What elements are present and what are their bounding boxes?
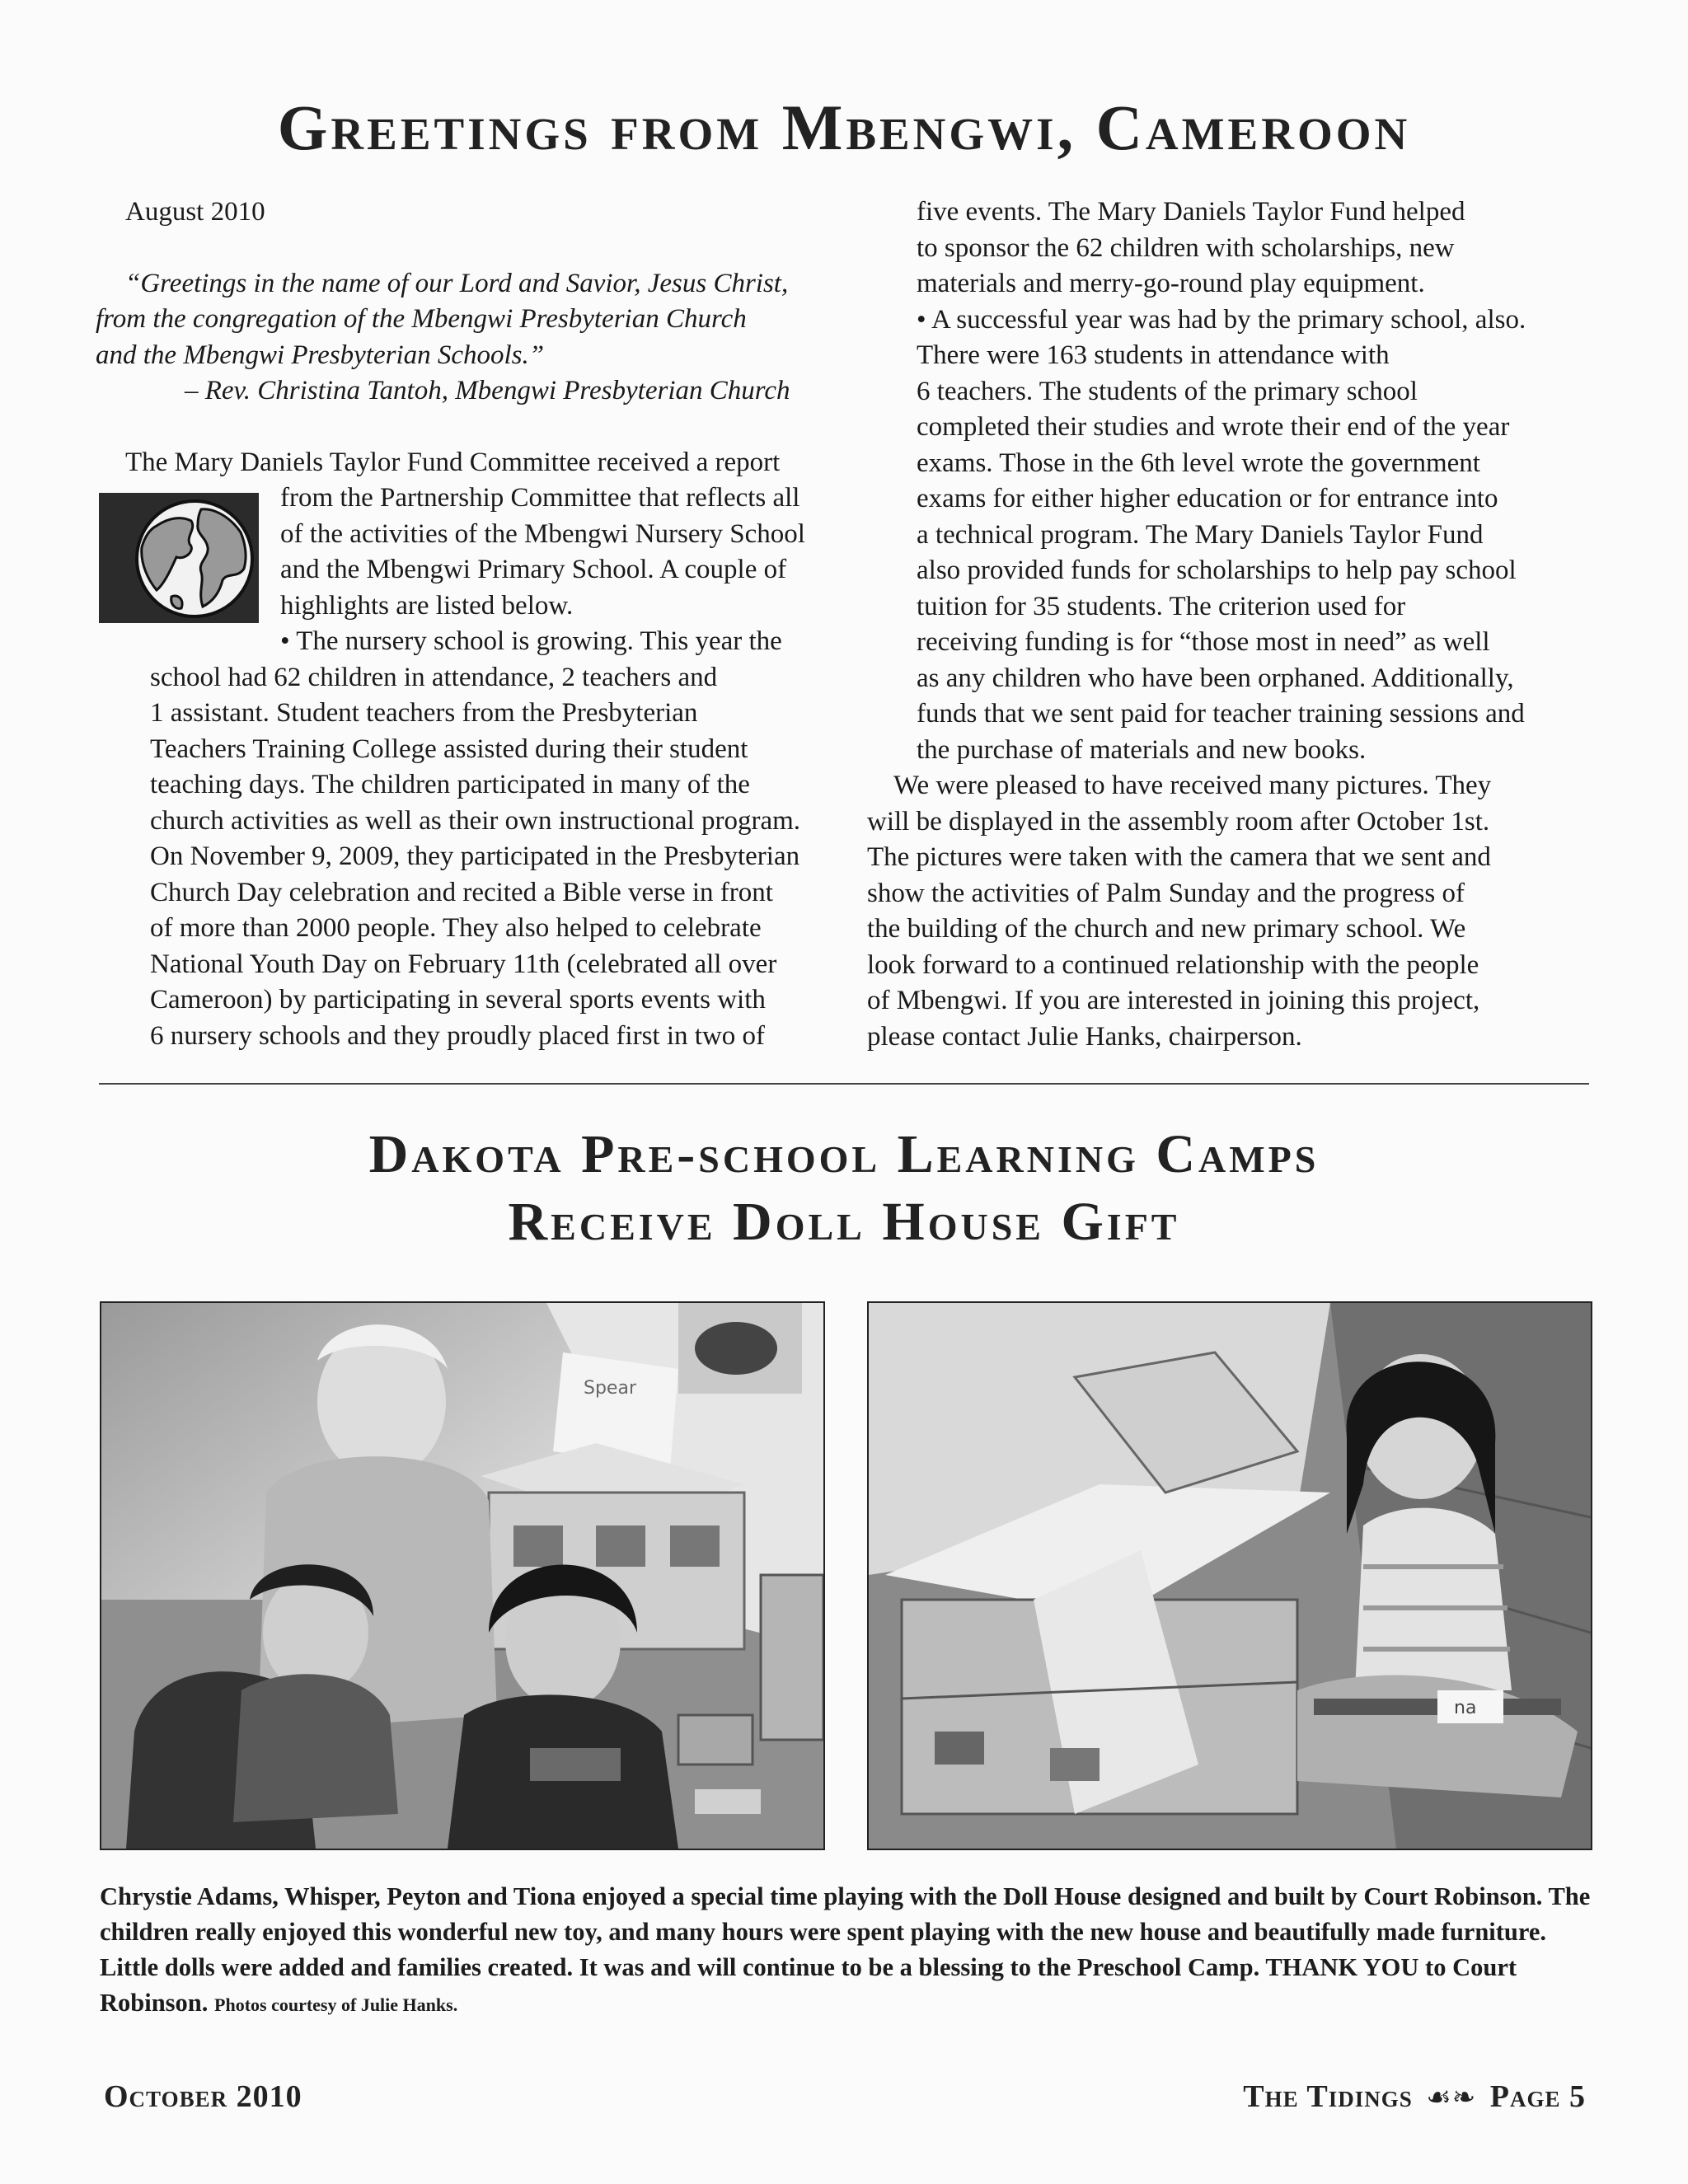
section-divider xyxy=(99,1083,1589,1085)
article-right-column xyxy=(867,194,1592,1055)
ornament-icon: ☙❧ xyxy=(1426,2083,1477,2113)
body-line: Teachers Training College assisted during their student xyxy=(150,733,748,764)
article-title: Greetings from Mbengwi, Cameroon xyxy=(277,91,1411,163)
body-line: the building of the church and new primary school. We xyxy=(867,914,1466,944)
bullet-body xyxy=(96,660,824,1055)
body-line: National Youth Day on February 11th (celebrated all over xyxy=(150,949,777,979)
body-line: 6 nursery schools and they proudly placed first in two of xyxy=(150,1020,766,1051)
body-line: Church Day celebration and recited a Bible verse in front xyxy=(150,877,773,907)
body-line: of more than 2000 people. They also helped to celebrate xyxy=(150,913,762,943)
body-line: 6 teachers. The students of the primary school xyxy=(917,376,1418,406)
body-line: • A successful year was had by the primary school, also. xyxy=(917,304,1526,335)
caption-text: Chrystie Adams, Whisper, Peyton and Tiona enjoyed a special time playing with the Doll House designed and built by Court Robinson. The children really enjoyed this wonderful new toy, and many hours were spent playing with the new house and beautifully made furniture. Little dolls were added and families created. It was and will continue to be a blessing to the Preschool Camp. THANK YOU to Court Robinson. xyxy=(100,1882,1591,2017)
body-line: please contact Julie Hanks, chairperson. xyxy=(867,1021,1302,1052)
right-body xyxy=(867,194,1592,768)
body-line: receiving funding is for “those most in need” as well xyxy=(917,627,1490,657)
name-tag: na xyxy=(1454,1698,1477,1718)
photo-caption xyxy=(100,1879,1592,2022)
body-line: to sponsor the 62 children with scholarships, new xyxy=(917,232,1455,263)
footer-date: October 2010 xyxy=(104,2079,302,2114)
footer-publication xyxy=(1243,2079,1586,2115)
body-line: We were pleased to have received many pictures. They xyxy=(893,771,1492,800)
body-line: from the Partnership Committee that reflects all xyxy=(280,483,800,513)
body-line: exams for either higher education or for entrance into xyxy=(917,484,1498,513)
quote-line: and the Mbengwi Presbyterian Schools.” xyxy=(96,340,545,370)
body-line: exams. Those in the 6th level wrote the government xyxy=(917,448,1480,478)
pastor-quote xyxy=(96,266,824,374)
body-line: of the activities of the Mbengwi Nursery School xyxy=(280,518,805,549)
body-line: look forward to a continued relationship with the people xyxy=(867,949,1479,980)
body-line: teaching days. The children participated in many of the xyxy=(150,770,750,799)
article-left-column xyxy=(96,194,824,1054)
sign-note: Spear xyxy=(584,1378,636,1399)
photo-credit: Photos courtesy of Julie Hanks. xyxy=(214,1994,458,2015)
body-line: On November 9, 2009, they participated in the Presbyterian xyxy=(150,841,800,871)
quote-attribution: – Rev. Christina Tantoh, Mbengwi Presbyterian Church xyxy=(185,376,790,405)
body-line: Cameroon) by participating in several sports events with xyxy=(150,985,766,1015)
bullet-line: • The nursery school is growing. This year the xyxy=(280,626,782,656)
body-line: will be displayed in the assembly room after October 1st. xyxy=(867,806,1490,837)
closing-paragraph xyxy=(867,768,1592,1055)
body-line: highlights are listed below. xyxy=(280,590,574,621)
publication-name: The Tidings xyxy=(1243,2079,1413,2114)
article2-title-line: Dakota Pre-school Learning Camps xyxy=(368,1124,1320,1184)
body-line: a technical program. The Mary Daniels Taylor Fund xyxy=(917,519,1484,550)
body-line: church activities as well as their own instructional program. xyxy=(150,805,801,836)
quote-line: from the congregation of the Mbengwi Presbyterian Church xyxy=(96,304,747,334)
photo-children-with-woman xyxy=(100,1301,825,1850)
body-line: the purchase of materials and new books. xyxy=(917,734,1367,765)
body-line: 1 assistant. Student teachers from the Presbyterian xyxy=(150,698,698,728)
body-line: show the activities of Palm Sunday and the progress of xyxy=(867,878,1465,908)
body-line: also provided funds for scholarships to help pay school xyxy=(917,555,1517,585)
body-line: and the Mbengwi Primary School. A couple of xyxy=(280,555,787,584)
body-line: The Mary Daniels Taylor Fund Committee received a report xyxy=(125,447,781,477)
body-line: The pictures were taken with the camera that we sent and xyxy=(867,842,1491,872)
body-line: tuition for 35 students. The criterion used for xyxy=(917,591,1406,621)
body-line: materials and merry-go-round play equipment. xyxy=(917,269,1425,298)
article2-title-line: Receive Doll House Gift xyxy=(508,1192,1180,1252)
body-line: of Mbengwi. If you are interested in joining this project, xyxy=(867,986,1480,1015)
body-line: school had 62 children in attendance, 2 teachers and xyxy=(150,662,718,692)
photo-girl-with-doll-house xyxy=(867,1301,1592,1850)
article2-title xyxy=(0,1121,1688,1256)
body-line: There were 163 students in attendance with xyxy=(917,340,1390,370)
article-date: August 2010 xyxy=(125,197,265,227)
body-line: completed their studies and wrote their end of the year xyxy=(917,412,1510,442)
body-line: five events. The Mary Daniels Taylor Fund helped xyxy=(917,197,1465,227)
quote-line: “Greetings in the name of our Lord and Savior, Jesus Christ, xyxy=(125,268,789,298)
page-number: Page 5 xyxy=(1489,2079,1586,2114)
body-line: as any children who have been orphaned. Additionally, xyxy=(917,663,1514,693)
body-line: funds that we sent paid for teacher training sessions and xyxy=(917,699,1525,729)
